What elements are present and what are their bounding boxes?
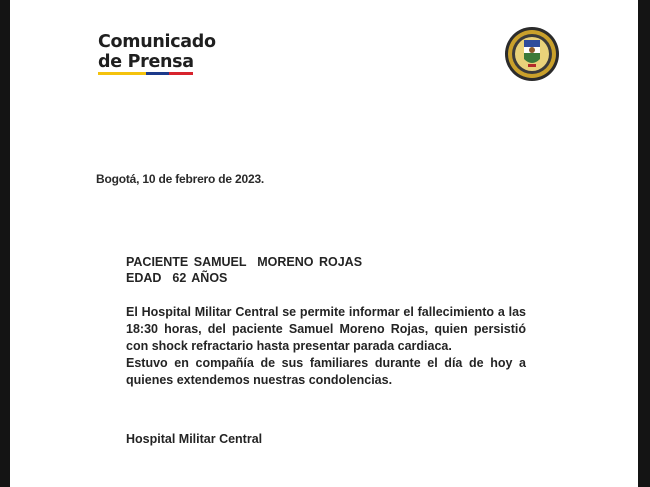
announcement-paragraph-1: El Hospital Militar Central se permite informar el fallecimiento a las 18:30 horas, del paciente Samuel Moreno Rojas, quien persistió con shock refractario hasta presentar parada cardiaca. — [126, 305, 526, 353]
flag-yellow-stripe — [98, 72, 146, 75]
flag-red-stripe — [169, 72, 193, 75]
heading-line-1: Comunicado — [98, 32, 216, 52]
heading-line-2: de Prensa — [98, 52, 194, 72]
patient-info — [126, 254, 526, 286]
flag-blue-stripe — [146, 72, 170, 75]
announcement-paragraph-2: Estuvo en compañía de sus familiares durante el día de hoy a quienes extendemos nuestras condolencias. — [126, 356, 526, 387]
flag-stripe — [98, 72, 193, 75]
announcement-body — [126, 304, 526, 389]
press-release-heading — [98, 32, 216, 72]
press-release-page — [10, 0, 638, 487]
hospital-seal-icon — [504, 26, 560, 82]
patient-age: EDAD 62 AÑOS — [126, 271, 228, 285]
patient-name: PACIENTE SAMUEL MORENO ROJAS — [126, 255, 363, 269]
signature: Hospital Militar Central — [126, 432, 263, 446]
document-date: Bogotá, 10 de febrero de 2023. — [96, 172, 265, 186]
